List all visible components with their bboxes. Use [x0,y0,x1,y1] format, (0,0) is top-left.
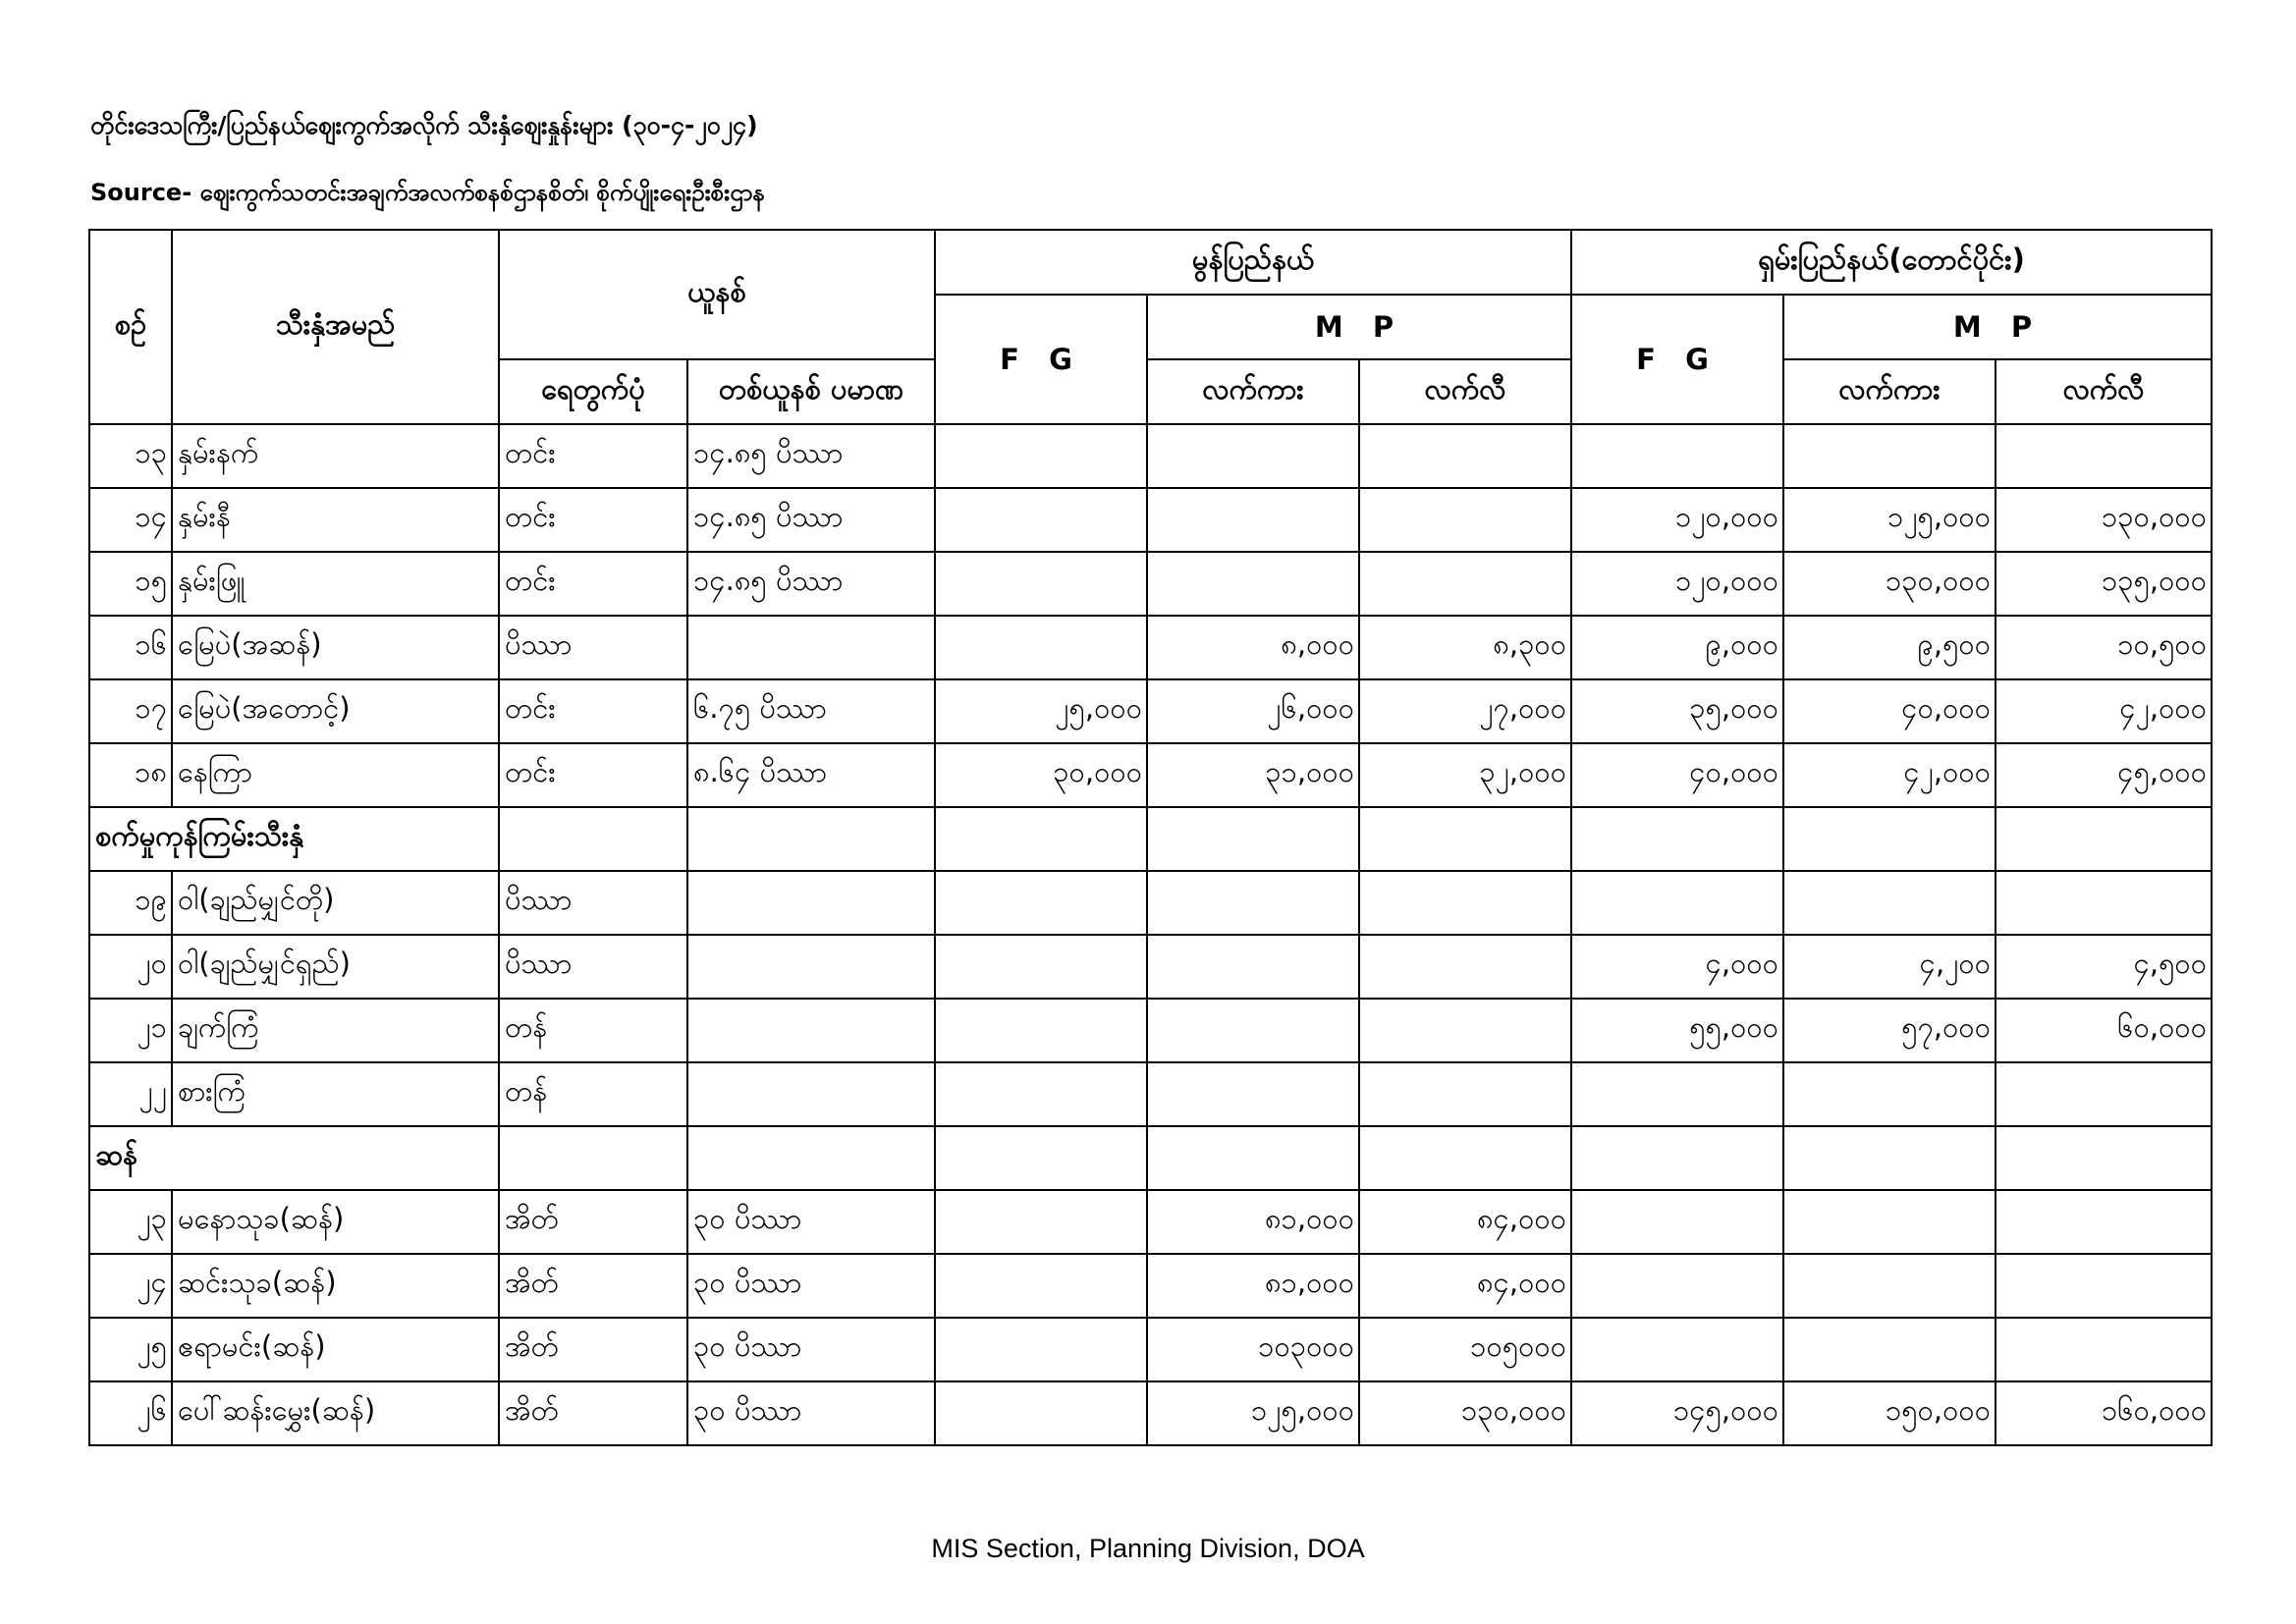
table-row [89,1318,2212,1381]
unit-standard-cell [687,1062,935,1126]
region-a-fg-price-cell [935,871,1147,935]
region-a-mp-retail-cell [1359,935,1571,999]
crop-name-cell: နေကြာ [172,743,499,807]
price-table [88,229,2213,1446]
unit-standard-cell: ၃၀ ပိဿာ [687,1381,935,1445]
local-unit-cell: တန် [499,999,687,1062]
crop-name-cell: ပေါ်ဆန်းမွှေး(ဆန်) [172,1381,499,1445]
crop-name-cell: မနောသုခ(ဆန်) [172,1190,499,1254]
region-a-mp-wholesale-cell [1147,552,1359,616]
row-number-cell: ၁၉ [89,871,172,935]
region-a-fg-price-cell [935,1318,1147,1381]
region-b-mp-wholesale-cell [1783,1190,1995,1254]
row-number-cell: ၁၇ [89,679,172,743]
empty-cell [687,1126,935,1190]
region-b-mp-wholesale-cell [1783,1062,1995,1126]
local-unit-cell: အိတ် [499,1381,687,1445]
region-a-mp-wholesale-cell [1147,1062,1359,1126]
region-b-fg-price-cell: ၉,၀၀၀ [1571,616,1783,679]
table-row [89,1254,2212,1318]
table-row [89,679,2212,743]
unit-standard-cell: ၃၀ ပိဿာ [687,1254,935,1318]
table-row [89,552,2212,616]
region-a-mp-wholesale-cell: ၂၆,၀၀၀ [1147,679,1359,743]
region-b-mp-retail-cell: ၆၀,၀၀၀ [1995,999,2212,1062]
empty-cell [935,1126,1147,1190]
row-number-cell: ၁၅ [89,552,172,616]
region-a-mp-wholesale-cell [1147,935,1359,999]
region-a-fg-price-cell [935,424,1147,488]
region-b-mp-retail-cell [1995,424,2212,488]
region-b-fg-price-cell: ၄၀,၀၀၀ [1571,743,1783,807]
table-row [89,424,2212,488]
region-b-mp-wholesale-cell [1783,871,1995,935]
col-header-a-fg: F G [935,295,1147,424]
empty-cell [499,807,687,871]
region-a-fg-price-cell [935,999,1147,1062]
region-b-fg-price-cell [1571,871,1783,935]
row-number-cell: ၂၀ [89,935,172,999]
local-unit-cell: တင်း [499,424,687,488]
col-header-sr: စဉ် [89,230,172,424]
region-b-mp-retail-cell [1995,1254,2212,1318]
empty-cell [1995,1126,2212,1190]
region-a-mp-retail-cell: ၂၇,၀၀၀ [1359,679,1571,743]
empty-cell [935,807,1147,871]
local-unit-cell: တန် [499,1062,687,1126]
unit-standard-cell [687,871,935,935]
col-header-local-unit: ရေတွက်ပုံ [499,359,687,424]
col-header-region-a: မွန်ပြည်နယ် [935,230,1571,295]
region-b-mp-wholesale-cell: ၉,၅၀၀ [1783,616,1995,679]
region-b-mp-retail-cell [1995,1062,2212,1126]
region-b-mp-retail-cell: ၄၂,၀၀၀ [1995,679,2212,743]
page-title: တိုင်းဒေသကြီး/ပြည်နယ်ဈေးကွက်အလိုက် သီးနှံဈေးနှုန်းများ (၃၀-၄-၂၀၂၄) [90,111,758,139]
col-header-a-retail: လက်လီ [1359,359,1571,424]
region-b-fg-price-cell [1571,424,1783,488]
region-a-mp-wholesale-cell [1147,871,1359,935]
region-b-mp-wholesale-cell: ၄၂,၀၀၀ [1783,743,1995,807]
local-unit-cell: တင်း [499,679,687,743]
col-header-b-mp: M P [1783,295,2212,359]
col-header-a-mp: M P [1147,295,1571,359]
table-header [89,230,2212,424]
region-b-mp-retail-cell: ၁၀,၅၀၀ [1995,616,2212,679]
local-unit-cell: ပိဿာ [499,616,687,679]
empty-cell [1783,807,1995,871]
crop-name-cell: မြေပဲ(အဆန်) [172,616,499,679]
table-row [89,488,2212,552]
col-header-crop-name: သီးနှံအမည် [172,230,499,424]
local-unit-cell: တင်း [499,743,687,807]
section-row [89,807,2212,871]
region-b-mp-retail-cell [1995,871,2212,935]
region-b-mp-wholesale-cell [1783,424,1995,488]
region-b-fg-price-cell: ၁၂၀,၀၀၀ [1571,488,1783,552]
region-a-fg-price-cell: ၃၀,၀၀၀ [935,743,1147,807]
region-b-mp-retail-cell: ၄၅,၀၀၀ [1995,743,2212,807]
col-header-b-fg: F G [1571,295,1783,424]
crop-name-cell: စားကြံ [172,1062,499,1126]
row-number-cell: ၂၅ [89,1318,172,1381]
region-b-fg-price-cell [1571,1318,1783,1381]
region-a-fg-price-cell [935,1062,1147,1126]
crop-name-cell: ချက်ကြံ [172,999,499,1062]
col-header-unit-standard: တစ်ယူနစ် ပမာဏ [687,359,935,424]
region-a-fg-price-cell [935,935,1147,999]
region-a-fg-price-cell: ၂၅,၀၀၀ [935,679,1147,743]
region-a-mp-wholesale-cell [1147,488,1359,552]
source-line: Source- ဈေးကွက်သတင်းအချက်အလက်စနစ်ဌာနစိတ်၊ စိုက်ပျိုးရေးဦးစီးဌာန [90,179,765,206]
region-a-mp-retail-cell [1359,424,1571,488]
local-unit-cell: တင်း [499,488,687,552]
region-b-fg-price-cell: ၃၅,၀၀၀ [1571,679,1783,743]
region-b-fg-price-cell: ၅၅,၀၀၀ [1571,999,1783,1062]
col-header-b-retail: လက်လီ [1995,359,2212,424]
local-unit-cell: ပိဿာ [499,935,687,999]
crop-name-cell: နှမ်းနက် [172,424,499,488]
region-b-fg-price-cell: ၁၂၀,၀၀၀ [1571,552,1783,616]
region-a-fg-price-cell [935,616,1147,679]
region-a-mp-retail-cell: ၁၃၀,၀၀၀ [1359,1381,1571,1445]
empty-cell [1359,807,1571,871]
local-unit-cell: အိတ် [499,1190,687,1254]
region-a-mp-retail-cell: ၁၀၅၀၀၀ [1359,1318,1571,1381]
empty-cell [1147,1126,1359,1190]
empty-cell [499,1126,687,1190]
row-number-cell: ၂၆ [89,1381,172,1445]
table-row [89,935,2212,999]
region-a-fg-price-cell [935,488,1147,552]
unit-standard-cell [687,616,935,679]
region-b-mp-wholesale-cell: ၁၃၀,၀၀၀ [1783,552,1995,616]
table-row [89,743,2212,807]
region-a-mp-wholesale-cell: ၈၁,၀၀၀ [1147,1254,1359,1318]
col-header-b-wholesale: လက်ကား [1783,359,1995,424]
region-b-mp-retail-cell: ၁၃၅,၀၀၀ [1995,552,2212,616]
region-b-mp-retail-cell: ၁၆၀,၀၀၀ [1995,1381,2212,1445]
region-b-fg-price-cell: ၄,၀၀၀ [1571,935,1783,999]
region-b-mp-retail-cell [1995,1190,2212,1254]
region-b-mp-wholesale-cell: ၄,၂၀၀ [1783,935,1995,999]
unit-standard-cell [687,935,935,999]
col-header-unit-group: ယူနစ် [499,230,935,359]
region-a-mp-wholesale-cell: ၁၂၅,၀၀၀ [1147,1381,1359,1445]
table-row [89,1381,2212,1445]
region-b-mp-wholesale-cell: ၄၀,၀၀၀ [1783,679,1995,743]
col-header-a-wholesale: လက်ကား [1147,359,1359,424]
region-b-mp-retail-cell: ၁၃၀,၀၀၀ [1995,488,2212,552]
empty-cell [1359,1126,1571,1190]
empty-cell [687,807,935,871]
row-number-cell: ၁၄ [89,488,172,552]
table-row [89,1062,2212,1126]
region-a-mp-retail-cell: ၈၄,၀၀၀ [1359,1190,1571,1254]
section-row [89,1126,2212,1190]
row-number-cell: ၁၈ [89,743,172,807]
region-a-mp-retail-cell: ၃၂,၀၀၀ [1359,743,1571,807]
region-a-mp-retail-cell: ၈,၃၀၀ [1359,616,1571,679]
col-header-region-b: ရှမ်းပြည်နယ်(တောင်ပိုင်း) [1571,230,2212,295]
table-row [89,1190,2212,1254]
empty-cell [1147,807,1359,871]
table-row [89,616,2212,679]
region-a-mp-wholesale-cell [1147,999,1359,1062]
region-a-mp-retail-cell [1359,552,1571,616]
unit-standard-cell: ၃၀ ပိဿာ [687,1318,935,1381]
local-unit-cell: ပိဿာ [499,871,687,935]
table-row [89,871,2212,935]
unit-standard-cell: ၁၄.၈၅ ပိဿာ [687,488,935,552]
unit-standard-cell: ၁၄.၈၅ ပိဿာ [687,552,935,616]
empty-cell [1571,1126,1783,1190]
row-number-cell: ၂၁ [89,999,172,1062]
region-a-fg-price-cell [935,552,1147,616]
region-a-mp-retail-cell [1359,488,1571,552]
region-b-fg-price-cell [1571,1190,1783,1254]
region-b-mp-wholesale-cell: ၁၅၀,၀၀၀ [1783,1381,1995,1445]
section-label: ဆန် [89,1126,499,1190]
region-b-fg-price-cell: ၁၄၅,၀၀၀ [1571,1381,1783,1445]
region-b-mp-wholesale-cell: ၁၂၅,၀၀၀ [1783,488,1995,552]
page-footer: MIS Section, Planning Division, DOA [931,1534,1365,1563]
region-a-mp-retail-cell: ၈၄,၀၀၀ [1359,1254,1571,1318]
row-number-cell: ၁၃ [89,424,172,488]
table-row [89,999,2212,1062]
region-b-mp-wholesale-cell [1783,1318,1995,1381]
crop-name-cell: ဝါ(ချည်မျှင်ရှည်) [172,935,499,999]
region-a-mp-retail-cell [1359,871,1571,935]
local-unit-cell: တင်း [499,552,687,616]
local-unit-cell: အိတ် [499,1318,687,1381]
local-unit-cell: အိတ် [499,1254,687,1318]
crop-name-cell: ဝါ(ချည်မျှင်တို) [172,871,499,935]
unit-standard-cell: ၆.၇၅ ပိဿာ [687,679,935,743]
region-a-fg-price-cell [935,1381,1147,1445]
region-b-mp-retail-cell: ၄,၅၀၀ [1995,935,2212,999]
section-label: စက်မှုကုန်ကြမ်းသီးနှံ [89,807,499,871]
region-b-mp-wholesale-cell: ၅၇,၀၀၀ [1783,999,1995,1062]
region-a-mp-retail-cell [1359,999,1571,1062]
crop-name-cell: နှမ်းဖြူ [172,552,499,616]
region-b-mp-wholesale-cell [1783,1254,1995,1318]
region-a-mp-wholesale-cell: ၈၁,၀၀၀ [1147,1190,1359,1254]
row-number-cell: ၂၃ [89,1190,172,1254]
region-a-mp-wholesale-cell: ၈,၀၀၀ [1147,616,1359,679]
region-b-fg-price-cell [1571,1062,1783,1126]
region-a-fg-price-cell [935,1190,1147,1254]
row-number-cell: ၁၆ [89,616,172,679]
unit-standard-cell: ၃၀ ပိဿာ [687,1190,935,1254]
region-b-mp-retail-cell [1995,1318,2212,1381]
crop-name-cell: ဆင်းသုခ(ဆန်) [172,1254,499,1318]
crop-name-cell: မြေပဲ(အတောင့်) [172,679,499,743]
unit-standard-cell: ၁၄.၈၅ ပိဿာ [687,424,935,488]
unit-standard-cell: ၈.၆၄ ပိဿာ [687,743,935,807]
region-a-mp-wholesale-cell [1147,424,1359,488]
crop-name-cell: ဧရာမင်း(ဆန်) [172,1318,499,1381]
table-body [89,424,2212,1445]
unit-standard-cell [687,999,935,1062]
empty-cell [1995,807,2212,871]
empty-cell [1571,807,1783,871]
region-a-fg-price-cell [935,1254,1147,1318]
row-number-cell: ၂၂ [89,1062,172,1126]
row-number-cell: ၂၄ [89,1254,172,1318]
region-a-mp-wholesale-cell: ၃၁,၀၀၀ [1147,743,1359,807]
crop-name-cell: နှမ်းနီ [172,488,499,552]
region-a-mp-wholesale-cell: ၁၀၃၀၀၀ [1147,1318,1359,1381]
region-a-mp-retail-cell [1359,1062,1571,1126]
empty-cell [1783,1126,1995,1190]
region-b-fg-price-cell [1571,1254,1783,1318]
